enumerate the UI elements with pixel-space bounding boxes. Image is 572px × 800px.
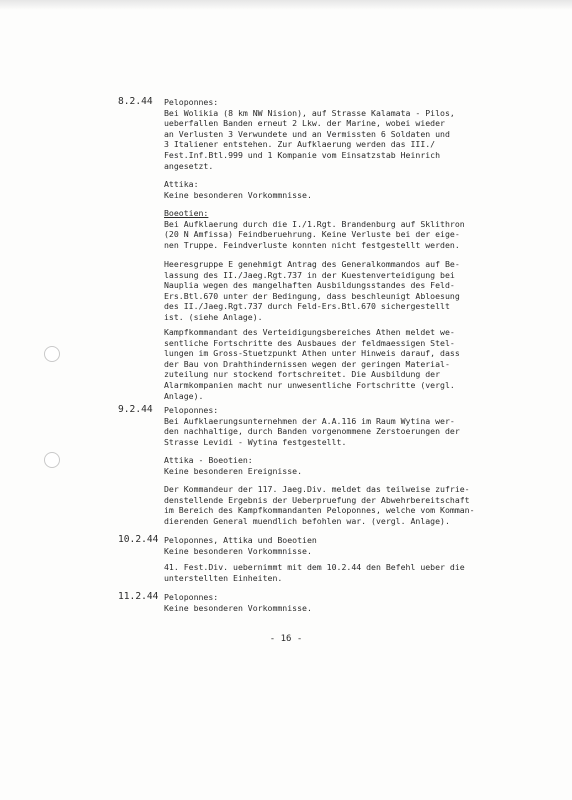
text-line: Der Kommandeur der 117. Jaeg.Div. meldet das teilweise zufrie- (164, 484, 470, 494)
text-line: lungen im Gross-Stuetzpunkt Athen unter Hinweis darauf, dass (164, 348, 460, 359)
section-heading: Peloponnes: (164, 592, 219, 602)
scan-edge-shadow (0, 0, 572, 10)
section-peloponnes (164, 405, 464, 447)
text-line: angesetzt. (164, 160, 214, 171)
text-line: den nachhaltige, durch Banden vorgenommene Zerstoerungen der (164, 426, 460, 437)
section-peloponnes (164, 592, 464, 613)
paragraph-kampfkommandant (164, 327, 464, 401)
text-line: Keine besonderen Ereignisse. (164, 465, 303, 476)
text-line: Keine besonderen Vorkommnisse. (164, 189, 312, 200)
text-line: Keine besonderen Vorkommnisse. (164, 602, 312, 613)
entry-date: 10.2.44 (118, 534, 159, 545)
paragraph-heeresgruppe (164, 259, 464, 323)
text-line: 3 Italiener entstehen. Zur Aufklaerung werden das III./ (164, 139, 436, 150)
entry-date: 11.2.44 (118, 591, 159, 602)
entry-date: 8.2.44 (118, 96, 153, 107)
text-line: nen Truppe. Feindverluste konnten nicht festgestellt werden. (164, 239, 460, 250)
text-line: des II./Jaeg.Rgt.737 durch Feld-Ers.Btl.670 sichergestellt (164, 301, 450, 312)
text-line: denstellende Ergebnis der Ueberpruefung der Abwehrbereitschaft (164, 494, 470, 505)
text-line: ist. (siehe Anlage). (164, 311, 263, 322)
text-line: Heeresgruppe E genehmigt Antrag des Generalkommandos auf Be- (164, 259, 460, 269)
punch-hole (44, 346, 60, 362)
text-line: lassung des II./Jaeg.Rgt.737 in der Kuestenverteidigung bei (164, 269, 455, 280)
section-heading: Attika - Boeotien: (164, 455, 253, 465)
text-line: Bei Aufklaerung durch die I./1.Rgt. Brandenburg auf Sklithron (164, 218, 465, 229)
entry-date: 9.2.44 (118, 404, 153, 415)
text-line: Nauplia wegen des mangelhaften Ausbildungsstandes des Feld- (164, 280, 455, 291)
text-line: Bei Aufklaerungsunternehmen der A.A.116 im Raum Wytina wer- (164, 415, 455, 426)
page-number: - 16 - (269, 634, 303, 644)
text-line: im Bereich des Kampfkommandanten Peloponnes, welche vom Komman- (164, 505, 475, 516)
section-heading: Attika: (164, 179, 199, 189)
text-line: ueberfallen Banden erneut 2 Lkw. der Marine, wobei wieder (164, 118, 445, 129)
text-line: Alarmkompanien macht nur unwesentliche Fortschritte (vergl. (164, 379, 455, 390)
section-peloponnes-attika-boeotien (164, 535, 464, 556)
section-heading: Peloponnes, Attika und Boeotien (164, 535, 317, 545)
section-heading: Peloponnes: (164, 97, 219, 107)
text-line: (20 N Amfissa) Feindberuehrung. Keine Verluste bei der eige- (164, 229, 460, 240)
section-boeotien (164, 208, 464, 250)
text-line: Anlage). (164, 390, 204, 401)
text-line: Fest.Inf.Btl.999 und 1 Kompanie vom Einsatzstab Heinrich (164, 149, 441, 160)
paragraph-kommandeur (164, 484, 475, 526)
text-line: Bei Wolikia (8 km NW Nision), auf Strasse Kalamata - Pilos, (164, 107, 455, 118)
text-line: Kampfkommandant des Verteidigungsbereiches Athen meldet we- (164, 327, 455, 337)
text-line: sentliche Fortschritte des Ausbaues der feldmaessigen Stel- (164, 337, 455, 348)
section-heading: Boeotien: (164, 208, 209, 218)
text-line: unterstellten Einheiten. (164, 572, 283, 583)
punch-hole (44, 452, 60, 468)
text-line: Strasse Levidi - Wytina festgestellt. (164, 436, 347, 447)
section-attika (164, 179, 464, 200)
text-line: 41. Fest.Div. uebernimmt mit dem 10.2.44 den Befehl ueber die (164, 562, 465, 572)
text-line: der Bau von Drahthindernissen wegen der geringen Material- (164, 358, 450, 369)
text-line: zuteilung nur stockend fortschreitet. Die Ausbildung der (164, 369, 441, 380)
section-peloponnes (164, 97, 464, 171)
section-attika-boeotien (164, 455, 464, 476)
paragraph-fest-div (164, 562, 464, 583)
text-line: an Verlusten 3 Verwundete und an Vermissten 6 Soldaten und (164, 128, 450, 139)
text-line: Ers.Btl.670 unter der Bedingung, dass beschleunigt Abloesung (164, 290, 460, 301)
section-heading: Peloponnes: (164, 405, 219, 415)
text-line: dierenden General muendlich befohlen war. (vergl. Anlage). (164, 515, 450, 526)
text-line: Keine besonderen Vorkommnisse. (164, 545, 312, 556)
